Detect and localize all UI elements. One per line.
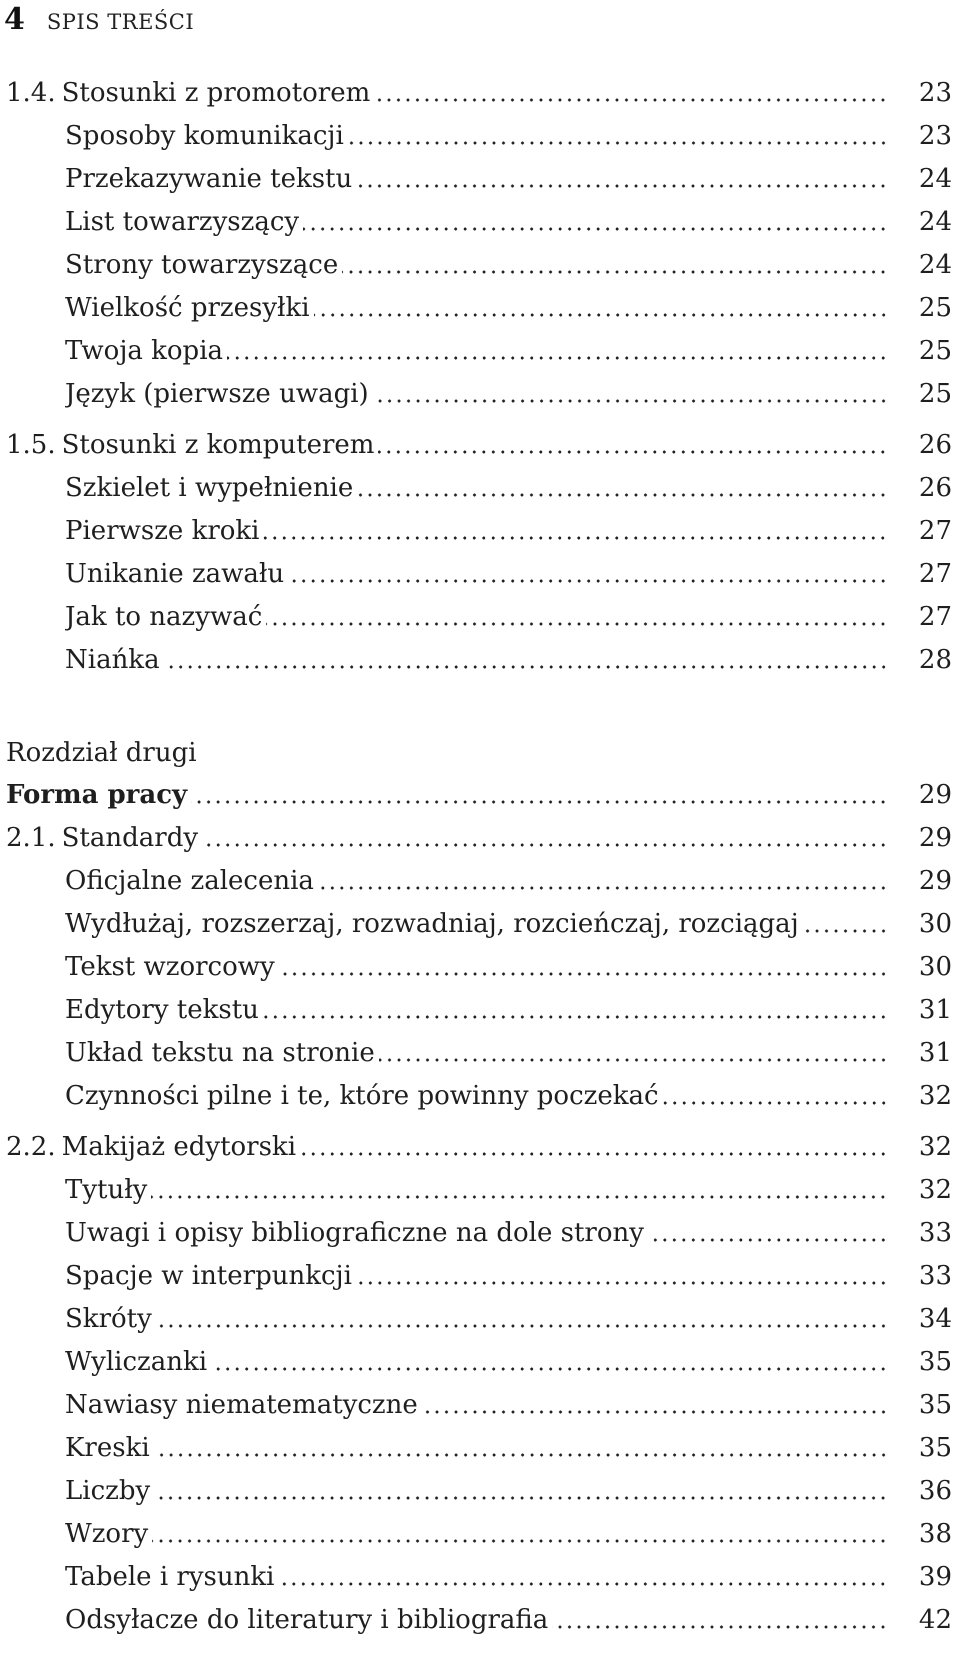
toc-entry[interactable] [0, 946, 960, 989]
page-number: 4 [4, 2, 25, 37]
toc-entry-title-wrap [65, 516, 888, 546]
toc-entry-page: 25 [918, 293, 952, 323]
toc-entry-title-wrap [65, 336, 888, 366]
toc-entry-title-wrap [6, 823, 888, 853]
toc-entry[interactable] [0, 553, 960, 596]
dot-leader [191, 800, 888, 804]
toc-entry-page: 38 [918, 1519, 952, 1549]
toc-entry-title: Odsyłacze do literatury i bibliografia [65, 1605, 549, 1635]
toc-entry-title-wrap [6, 78, 888, 108]
toc-entry[interactable] [0, 1212, 960, 1255]
table-of-contents [0, 72, 960, 1642]
toc-entry-page: 29 [918, 823, 952, 853]
toc-entry-title-wrap [65, 293, 888, 323]
toc-entry-title-wrap [65, 1081, 888, 1111]
toc-entry-page: 26 [918, 473, 952, 503]
dot-leader [379, 1058, 888, 1062]
toc-entry-page: 24 [918, 207, 952, 237]
dot-leader [663, 1101, 888, 1105]
dot-leader [374, 98, 888, 102]
toc-entry-title: Tabele i rysunki [65, 1562, 275, 1592]
dot-leader [202, 843, 888, 847]
dot-leader [356, 184, 888, 188]
toc-entry-title: Stosunki z promotorem [61, 78, 371, 108]
toc-entry-title: Makijaż edytorski [61, 1132, 297, 1162]
toc-entry-title-wrap [65, 1218, 888, 1248]
toc-entry[interactable] [0, 467, 960, 510]
section-number: 2.1. [6, 823, 56, 853]
toc-entry-title-wrap [65, 1476, 888, 1506]
chapter-page: 29 [918, 780, 952, 810]
toc-entry-title-wrap [65, 1261, 888, 1291]
toc-entry-page: 34 [918, 1304, 952, 1334]
toc-entry-page: 33 [918, 1261, 952, 1291]
toc-entry[interactable] [0, 1556, 960, 1599]
section-number: 1.4. [6, 78, 56, 108]
toc-entry[interactable] [0, 639, 960, 682]
dot-leader [211, 1367, 888, 1371]
toc-entry[interactable] [0, 989, 960, 1032]
toc-entry-title: Nawiasy niematematyczne [65, 1390, 418, 1420]
toc-entry-title-wrap [6, 780, 888, 810]
toc-entry[interactable] [0, 1599, 960, 1642]
dot-leader [300, 1152, 888, 1156]
toc-entry-page: 33 [918, 1218, 952, 1248]
toc-entry[interactable] [0, 1384, 960, 1427]
section-number: 1.5. [6, 430, 56, 460]
toc-entry[interactable] [0, 1341, 960, 1384]
toc-entry-page: 32 [918, 1081, 952, 1111]
toc-entry-title: Standardy [61, 823, 199, 853]
toc-entry-title-wrap [65, 1562, 888, 1592]
toc-entry-page: 30 [918, 952, 952, 982]
dot-leader [318, 886, 888, 890]
toc-entry-title: Czynności pilne i te, które powinny poczekać [65, 1081, 659, 1111]
toc-entry-title-wrap [65, 559, 888, 589]
toc-entry[interactable] [0, 903, 960, 946]
toc-entry[interactable] [0, 1255, 960, 1298]
toc-entry-title-wrap [65, 1304, 888, 1334]
toc-entry-title-wrap [65, 995, 888, 1025]
toc-entry[interactable] [0, 158, 960, 201]
toc-entry-page: 25 [918, 336, 952, 366]
toc-entry-title-wrap [65, 473, 888, 503]
dot-leader [164, 665, 888, 669]
toc-entry-title-wrap [65, 1519, 888, 1549]
chapter-label [0, 722, 960, 774]
dot-leader [648, 1238, 888, 1242]
toc-entry-title: Liczby [65, 1476, 151, 1506]
toc-entry[interactable] [0, 416, 960, 467]
toc-entry-title: Wzory [65, 1519, 149, 1549]
dot-leader [278, 1582, 888, 1586]
toc-entry-title-wrap [65, 1038, 888, 1068]
toc-entry-title: Przekazywanie tekstu [65, 164, 353, 194]
toc-entry-title-wrap [65, 952, 888, 982]
toc-entry[interactable] [0, 1298, 960, 1341]
dot-leader [279, 972, 888, 976]
toc-entry-title-wrap [65, 121, 888, 151]
toc-entry-page: 32 [918, 1132, 952, 1162]
toc-section-2 [0, 817, 960, 1642]
dot-leader [154, 1453, 888, 1457]
toc-entry-page: 24 [918, 250, 952, 280]
toc-entry-title: Kreski [65, 1433, 150, 1463]
toc-entry-title: Uwagi i opisy bibliograficzne na dole strony [65, 1218, 644, 1248]
toc-entry-page: 35 [918, 1347, 952, 1377]
toc-entry-title: Wielkość przesyłki [65, 293, 310, 323]
toc-entry-title: Skróty [65, 1304, 152, 1334]
toc-entry[interactable] [0, 1169, 960, 1212]
toc-entry-page: 27 [918, 602, 952, 632]
toc-entry[interactable] [0, 1427, 960, 1470]
toc-entry-title: Stosunki z komputerem [61, 430, 375, 460]
dot-leader [422, 1410, 888, 1414]
toc-entry[interactable] [0, 1032, 960, 1075]
toc-entry[interactable] [0, 244, 960, 287]
toc-entry-title-wrap [65, 164, 888, 194]
toc-entry-page: 30 [918, 909, 952, 939]
toc-entry-title: Sposoby komunikacji [65, 121, 344, 151]
toc-entry-title: Unikanie zawału [65, 559, 285, 589]
toc-entry-title: Szkielet i wypełnienie [65, 473, 354, 503]
toc-entry-title: Oficjalne zalecenia [65, 866, 314, 896]
toc-entry-title: Wydłużaj, rozszerzaj, rozwadniaj, rozcieńczaj, rozciągaj [65, 909, 799, 939]
toc-entry-title: Tekst wzorcowy [65, 952, 275, 982]
dot-leader [314, 313, 888, 317]
toc-entry-title: Jak to nazywać [65, 602, 263, 632]
toc-entry[interactable] [0, 287, 960, 330]
toc-entry[interactable] [0, 373, 960, 416]
dot-leader [266, 622, 888, 626]
toc-entry-title: Spacje w interpunkcji [65, 1261, 352, 1291]
dot-leader [154, 1496, 888, 1500]
dot-leader [227, 356, 888, 360]
toc-entry[interactable] [0, 1075, 960, 1118]
dot-leader [356, 1281, 888, 1285]
dot-leader [263, 536, 888, 540]
toc-entry[interactable] [0, 330, 960, 373]
toc-entry[interactable] [0, 596, 960, 639]
toc-entry-page: 32 [918, 1175, 952, 1205]
toc-entry-page: 31 [918, 1038, 952, 1068]
dot-leader [378, 450, 888, 454]
toc-entry-title-wrap [65, 1605, 888, 1635]
toc-entry-page: 42 [918, 1605, 952, 1635]
toc-entry-title-wrap [65, 1390, 888, 1420]
toc-entry-title: Tytuły [65, 1175, 148, 1205]
dot-leader [357, 493, 888, 497]
toc-entry-page: 25 [918, 379, 952, 409]
toc-entry[interactable] [0, 115, 960, 158]
toc-entry-page: 28 [918, 645, 952, 675]
toc-entry-page: 35 [918, 1390, 952, 1420]
toc-entry-title: Twoja kopia [65, 336, 224, 366]
dot-leader [803, 929, 888, 933]
toc-entry-page: 29 [918, 866, 952, 896]
toc-entry-title: Układ tekstu na stronie [65, 1038, 375, 1068]
toc-section-1 [0, 72, 960, 682]
toc-entry-title-wrap [6, 430, 888, 460]
toc-entry-title-wrap [65, 866, 888, 896]
toc-entry-title: Pierwsze kroki [65, 516, 260, 546]
toc-entry-title: Wyliczanki [65, 1347, 208, 1377]
toc-entry-page: 39 [918, 1562, 952, 1592]
toc-entry-page: 27 [918, 559, 952, 589]
dot-leader [263, 1015, 888, 1019]
toc-entry-title: Język (pierwsze uwagi) [65, 379, 369, 409]
dot-leader [156, 1324, 888, 1328]
toc-entry[interactable] [0, 860, 960, 903]
chapter-title: Forma pracy [6, 780, 188, 810]
section-number: 2.2. [6, 1132, 56, 1162]
toc-entry[interactable] [0, 72, 960, 115]
toc-entry-title-wrap [65, 602, 888, 632]
dot-leader [288, 579, 888, 583]
toc-entry-page: 24 [918, 164, 952, 194]
toc-entry-title-wrap [65, 1347, 888, 1377]
toc-entry-page: 23 [918, 78, 952, 108]
toc-entry-title-wrap [65, 645, 888, 675]
toc-entry[interactable] [0, 1470, 960, 1513]
toc-entry-title-wrap [65, 1175, 888, 1205]
dot-leader [151, 1195, 888, 1199]
toc-entry-title-wrap [65, 250, 888, 280]
toc-entry[interactable] [0, 1513, 960, 1556]
dot-leader [152, 1539, 888, 1543]
dot-leader [348, 141, 888, 145]
toc-entry-page: 35 [918, 1433, 952, 1463]
dot-leader [373, 399, 888, 403]
toc-entry-title-wrap [6, 1132, 888, 1162]
toc-entry-page: 23 [918, 121, 952, 151]
toc-entry-title: List towarzyszący [65, 207, 300, 237]
toc-entry-page: 36 [918, 1476, 952, 1506]
chapter-label-text: Rozdział drugi [6, 738, 197, 768]
toc-entry[interactable] [0, 1118, 960, 1169]
toc-entry[interactable] [0, 817, 960, 860]
dot-leader [303, 227, 888, 231]
running-head [4, 2, 194, 42]
dot-leader [552, 1625, 888, 1629]
toc-entry-title-wrap [65, 909, 888, 939]
toc-entry-page: 31 [918, 995, 952, 1025]
toc-entry-title: Niańka [65, 645, 160, 675]
toc-entry-title-wrap [65, 379, 888, 409]
toc-entry-page: 27 [918, 516, 952, 546]
dot-leader [342, 270, 888, 274]
running-title: SPIS TREŚCI [46, 10, 195, 34]
toc-entry-title: Strony towarzyszące [65, 250, 339, 280]
toc-entry-title: Edytory tekstu [65, 995, 259, 1025]
toc-entry-page: 26 [918, 430, 952, 460]
toc-entry-title-wrap [65, 1433, 888, 1463]
toc-entry[interactable] [0, 510, 960, 553]
toc-chapter-entry[interactable] [0, 774, 960, 817]
toc-entry[interactable] [0, 201, 960, 244]
toc-entry-title-wrap [65, 207, 888, 237]
